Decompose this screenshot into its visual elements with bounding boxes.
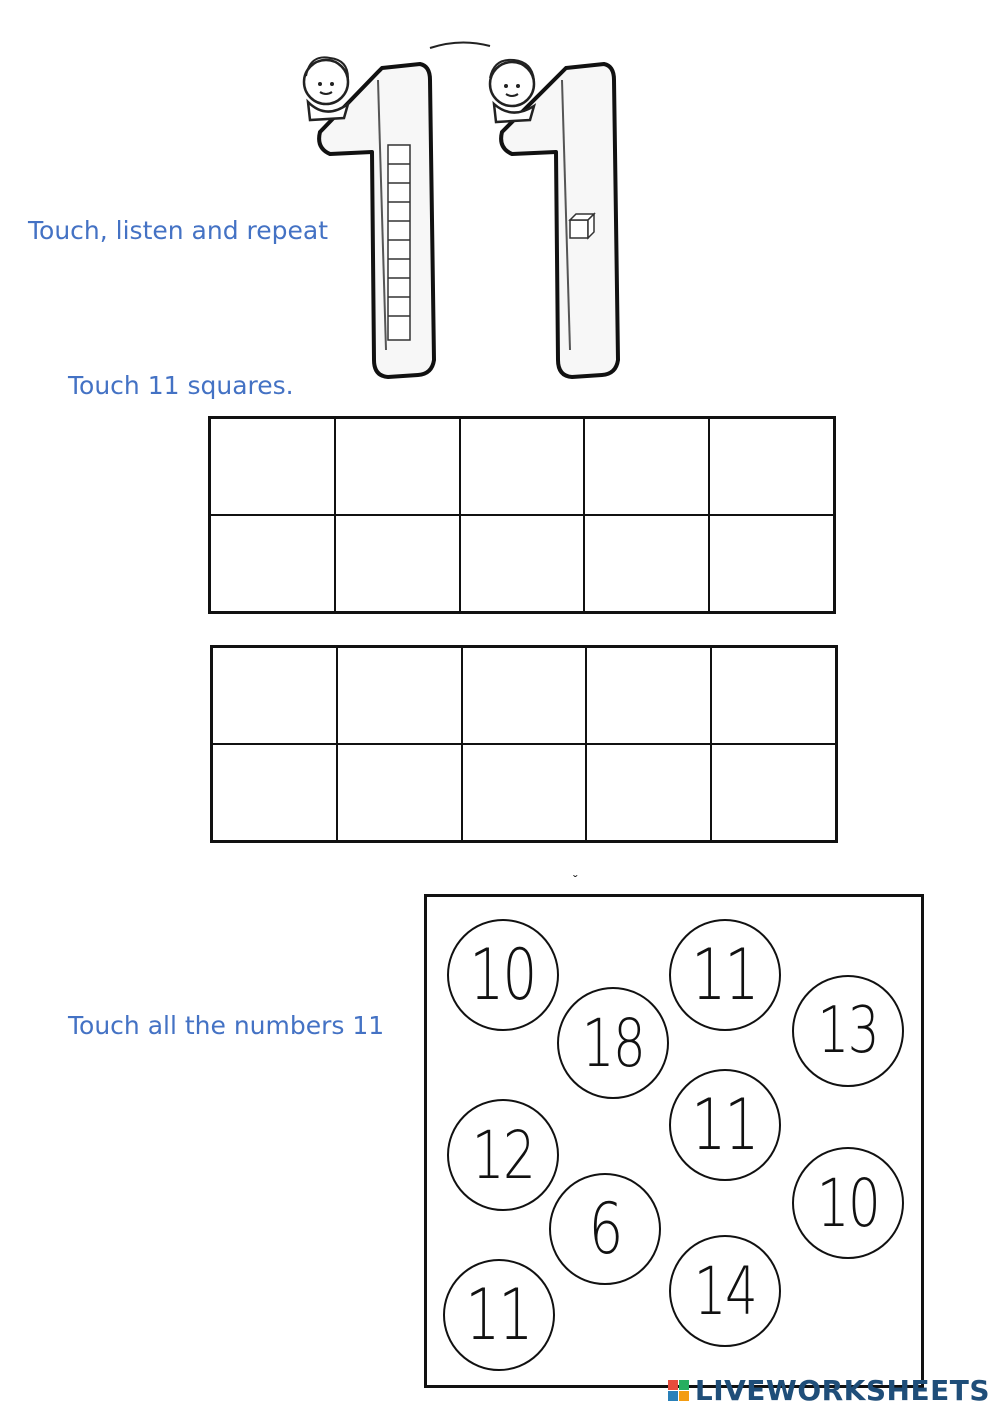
square-cell[interactable] bbox=[336, 743, 463, 842]
number-circle-label: 10 bbox=[469, 934, 537, 1016]
number-circle[interactable] bbox=[443, 1259, 555, 1371]
brand-name: LIVEWORKSHEETS bbox=[694, 1374, 990, 1407]
square-cell[interactable] bbox=[209, 514, 336, 613]
square-cell[interactable] bbox=[461, 743, 588, 842]
number-circle[interactable] bbox=[447, 919, 559, 1031]
square-cell[interactable] bbox=[583, 417, 710, 516]
caret-mark: ˇ bbox=[573, 872, 578, 888]
square-cell[interactable] bbox=[334, 417, 461, 516]
square-cell[interactable] bbox=[459, 417, 586, 516]
square-cell[interactable] bbox=[334, 514, 461, 613]
number-circle[interactable] bbox=[557, 987, 669, 1099]
number-circle-label: 14 bbox=[693, 1252, 757, 1330]
number-circle[interactable] bbox=[669, 1069, 781, 1181]
instruction-touch-listen-repeat: Touch, listen and repeat bbox=[28, 216, 328, 245]
square-cell[interactable] bbox=[459, 514, 586, 613]
square-cell[interactable] bbox=[211, 743, 338, 842]
ten-frame-1 bbox=[208, 416, 836, 614]
number-eleven-illustration bbox=[290, 40, 650, 385]
square-cell[interactable] bbox=[585, 743, 712, 842]
number-circle[interactable] bbox=[447, 1099, 559, 1211]
number-circle[interactable] bbox=[669, 919, 781, 1031]
number-circle-label: 12 bbox=[471, 1116, 535, 1194]
square-cell[interactable] bbox=[461, 646, 588, 745]
square-cell[interactable] bbox=[211, 646, 338, 745]
number-circle[interactable] bbox=[792, 1147, 904, 1259]
liveworksheets-logo-icon bbox=[668, 1380, 689, 1401]
number-circle[interactable] bbox=[669, 1235, 781, 1347]
number-circle-label: 10 bbox=[816, 1164, 880, 1242]
square-cell[interactable] bbox=[708, 514, 835, 613]
square-cell[interactable] bbox=[583, 514, 710, 613]
instruction-touch-numbers: Touch all the numbers 11 bbox=[68, 1011, 385, 1040]
number-circle-label: 11 bbox=[691, 1084, 759, 1166]
number-circle-label: 18 bbox=[581, 1004, 645, 1082]
number-circle-label: 6 bbox=[588, 1188, 622, 1270]
instruction-touch-squares: Touch 11 squares. bbox=[68, 371, 294, 400]
square-cell[interactable] bbox=[585, 646, 712, 745]
square-cell[interactable] bbox=[708, 417, 835, 516]
number-circle-label: 13 bbox=[817, 994, 879, 1068]
square-cell[interactable] bbox=[336, 646, 463, 745]
number-circle-label: 11 bbox=[465, 1274, 533, 1356]
square-cell[interactable] bbox=[710, 646, 837, 745]
number-circle-label: 11 bbox=[691, 934, 759, 1016]
square-cell[interactable] bbox=[209, 417, 336, 516]
number-circle[interactable] bbox=[792, 975, 904, 1087]
square-cell[interactable] bbox=[710, 743, 837, 842]
number-circle[interactable] bbox=[549, 1173, 661, 1285]
ten-frame-2 bbox=[210, 645, 838, 843]
number-circles-box bbox=[424, 894, 924, 1388]
liveworksheets-brand bbox=[668, 1374, 990, 1407]
